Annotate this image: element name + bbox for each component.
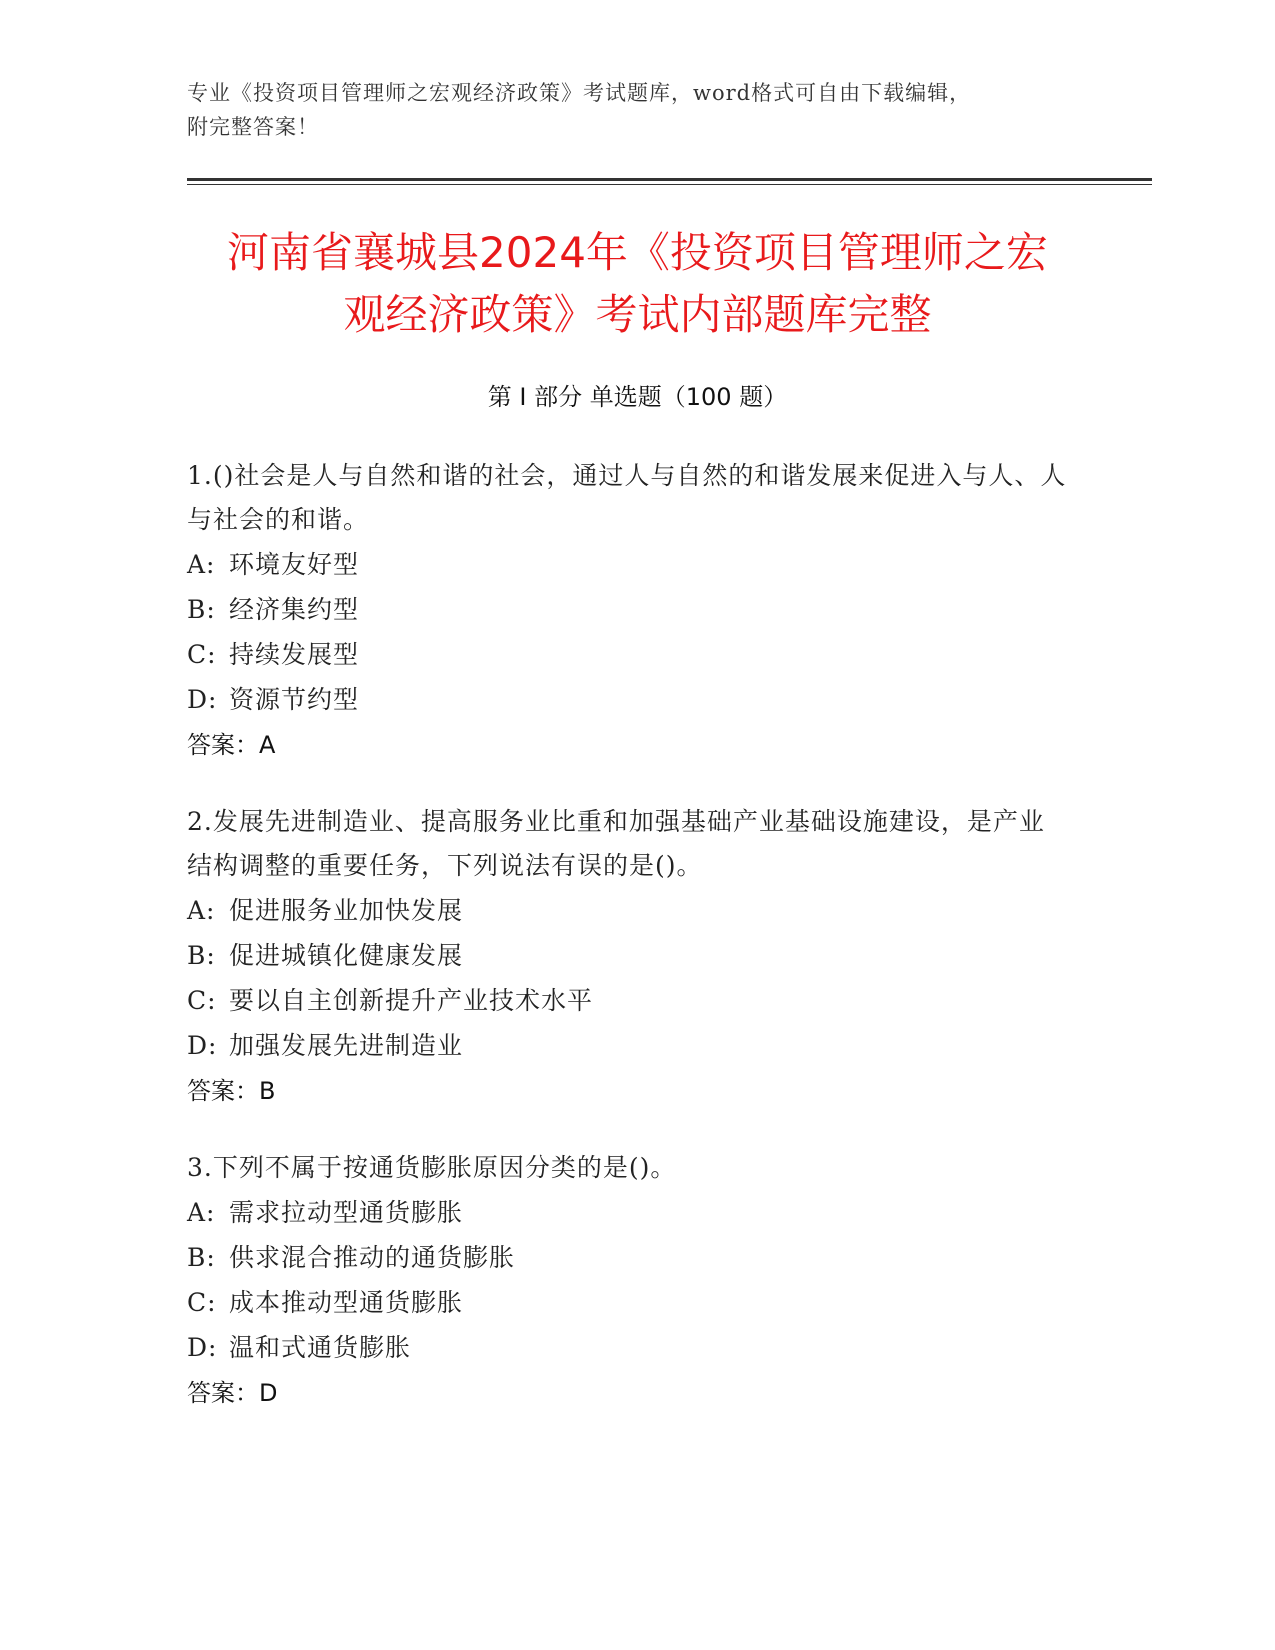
option-text: 促进服务业加快发展	[229, 896, 464, 925]
option-d	[187, 677, 1067, 722]
option-letter: C:	[187, 986, 217, 1015]
option-text: 成本推动型通货膨胀	[229, 1288, 464, 1317]
document-title-line-2: 观经济政策》考试内部题库完整	[343, 290, 932, 339]
option-letter: B:	[187, 1243, 216, 1272]
header-divider-thin	[187, 184, 1152, 185]
option-c	[187, 978, 1067, 1023]
option-d	[187, 1325, 1067, 1370]
question-1	[187, 454, 1067, 768]
document-title-line-1: 河南省襄城县2024年《投资项目管理师之宏	[227, 228, 1048, 277]
option-text: 供求混合推动的通货膨胀	[229, 1243, 516, 1272]
option-text: 加强发展先进制造业	[229, 1031, 464, 1060]
option-a	[187, 542, 1067, 587]
question-2	[187, 800, 1067, 1114]
option-text: 资源节约型	[229, 685, 360, 714]
header-divider-thick	[187, 178, 1152, 181]
question-stem: 2.发展先进制造业、提高服务业比重和加强基础产业基础设施建设，是产业结构调整的重要任务，下列说法有误的是()。	[187, 807, 1045, 880]
option-letter: B:	[187, 941, 216, 970]
answer-label: 答案：D	[187, 1379, 278, 1407]
option-letter: B:	[187, 595, 216, 624]
option-b	[187, 1235, 1067, 1280]
option-b	[187, 587, 1067, 632]
option-text: 持续发展型	[229, 640, 360, 669]
option-letter: D:	[187, 1333, 218, 1362]
option-b	[187, 933, 1067, 978]
answer-label: 答案：B	[187, 1077, 276, 1105]
option-text: 经济集约型	[229, 595, 360, 624]
answer-label: 答案：A	[187, 731, 276, 759]
document-title	[120, 222, 1155, 346]
option-c	[187, 1280, 1067, 1325]
option-text: 环境友好型	[229, 550, 360, 579]
option-c	[187, 632, 1067, 677]
option-text: 温和式通货膨胀	[229, 1333, 412, 1362]
option-letter: A:	[187, 1198, 216, 1227]
option-text: 要以自主创新提升产业技术水平	[229, 986, 594, 1015]
document-header-note	[187, 76, 1087, 144]
option-text: 需求拉动型通货膨胀	[229, 1198, 464, 1227]
question-3	[187, 1146, 1067, 1416]
question-stem: 3.下列不属于按通货膨胀原因分类的是()。	[187, 1153, 677, 1182]
option-text: 促进城镇化健康发展	[229, 941, 464, 970]
header-note-line-2: 附完整答案！	[187, 115, 319, 139]
section-heading: 第 I 部分 单选题（100 题）	[487, 383, 788, 411]
option-a	[187, 888, 1067, 933]
header-note-line-1: 专业《投资项目管理师之宏观经济政策》考试题库，word格式可自由下载编辑，	[187, 81, 972, 105]
option-letter: C:	[187, 1288, 217, 1317]
option-letter: A:	[187, 896, 216, 925]
option-letter: D:	[187, 685, 218, 714]
question-stem: 1.()社会是人与自然和谐的社会，通过人与自然的和谐发展来促进入与人、人与社会的和谐。	[187, 461, 1067, 534]
option-letter: D:	[187, 1031, 218, 1060]
option-d	[187, 1023, 1067, 1068]
option-letter: C:	[187, 640, 217, 669]
option-letter: A:	[187, 550, 216, 579]
option-a	[187, 1190, 1067, 1235]
